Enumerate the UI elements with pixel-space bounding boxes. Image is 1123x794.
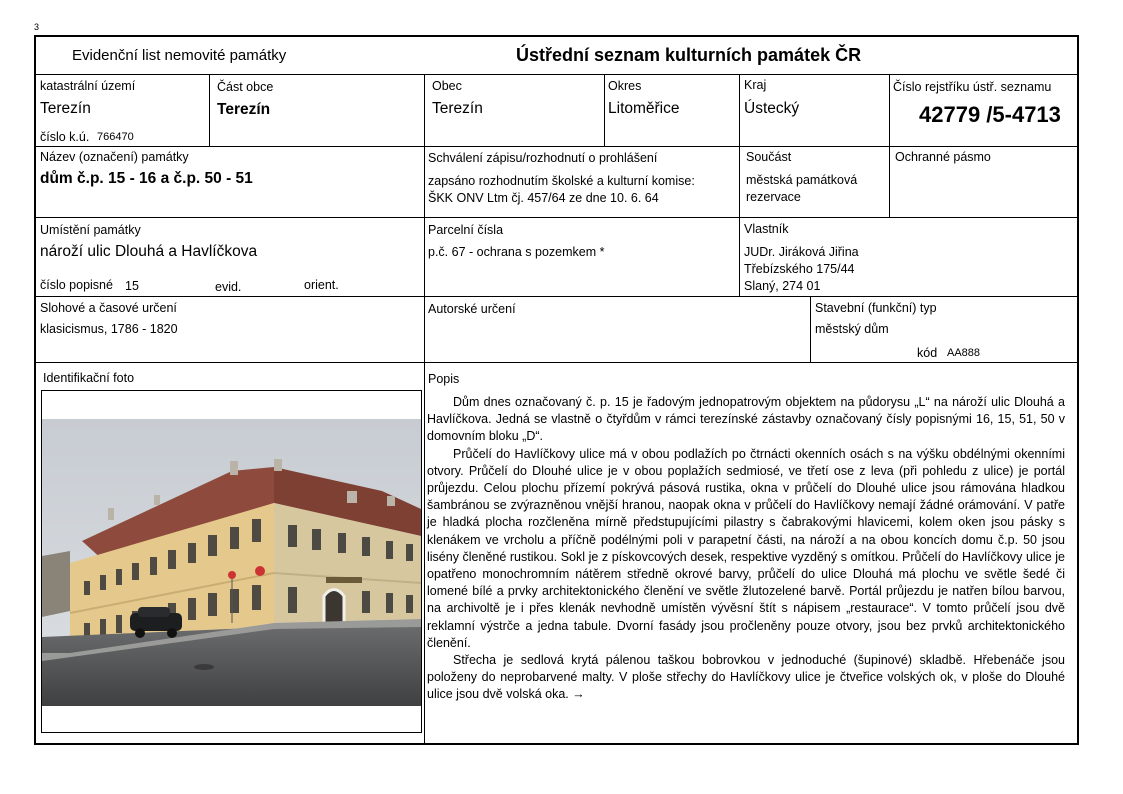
- component-value-line1: městská památková: [746, 173, 858, 187]
- location-label: Umístění památky: [40, 223, 141, 237]
- divider: [35, 74, 1078, 75]
- municipality-label: Obec: [432, 79, 462, 93]
- divider: [424, 363, 425, 744]
- author-label: Autorské určení: [428, 302, 516, 316]
- evid-label: evid.: [215, 280, 242, 294]
- divider: [889, 75, 890, 217]
- county-value: Litoměřice: [608, 100, 680, 117]
- description-label: Popis: [428, 372, 460, 386]
- owner-city: Slaný, 274 01: [744, 279, 821, 293]
- style-period-value: klasicismus, 1786 - 1820: [40, 322, 178, 336]
- divider: [209, 75, 210, 146]
- district-part-label: Část obce: [217, 80, 274, 94]
- register-title: Ústřední seznam kulturních památek ČR: [516, 45, 862, 65]
- divider: [35, 296, 1078, 297]
- cadastral-number-label: číslo k.ú.: [40, 130, 90, 144]
- owner-name: JUDr. Jiráková Jiřina: [744, 245, 859, 259]
- component-value-line2: rezervace: [746, 190, 801, 204]
- building-type-label: Stavební (funkční) typ: [815, 301, 937, 315]
- code-label: kód: [917, 346, 938, 360]
- divider: [739, 75, 740, 296]
- divider: [35, 217, 1078, 218]
- description-paragraph: Střecha je sedlová krytá pálenou taškou bobrovkou v jednoduché (šupinové) skladbě. Hřebenáče jsou položeny do neprobarvené malty. V ploše střechy do Havlíčkovy ulice je čtveřice volských ok, v ploše do Dlouhé ulice jsou dvě volská oka. →: [427, 653, 1065, 702]
- region-value: Ústecký: [744, 100, 800, 117]
- parcel-label: Parcelní čísla: [428, 223, 504, 237]
- code-value: AA888: [947, 347, 981, 359]
- description-paragraph: Dům dnes označovaný č. p. 15 je řadovým jednopatrovým objektem na půdorysu „L“ na nároží ulic Dlouhá a Havlíčkova. Jedná se vlastně o čtyřdům v rámci terezínské zástavby označovaný čísly popisnými 16, 15, 51, 50 v domovním bloku „D“.: [427, 395, 1065, 444]
- approval-label: Schválení zápisu/rozhodnutí o prohlášení: [428, 151, 658, 165]
- identification-photo: [42, 391, 421, 732]
- approval-text-line1: zapsáno rozhodnutím školské a kulturní komise:: [428, 174, 695, 188]
- county-label: Okres: [608, 79, 642, 93]
- form-title: Evidenční list nemovité památky: [72, 47, 287, 64]
- identification-photo-frame: [41, 390, 422, 733]
- divider: [424, 75, 425, 362]
- district-part-value: Terezín: [217, 101, 271, 118]
- protection-zone-label: Ochranné pásmo: [895, 150, 991, 164]
- owner-street: Třebízského 175/44: [744, 262, 855, 276]
- description-paragraph: Průčelí do Havlíčkovy ulice má v obou podlažích po čtrnácti okenních osách s na výšku obdélnými okenními otvory. Průčelí do Dlouhé ulice je v obou poplažích sedmiosé, ve třetí ose z leva (při pohledu z ulice) je portál průjezdu. Celou plochu přízemí pokrývá pásová rustika, okna v průčelí do Dlouhé ulice jsou rámována hladkou šambránou se zvýrazněnou vnější hranou, naopak okna v průčelí do Havlíčkovy nemají žádné orámování. V patře je hladká plocha rozčleněna mírně předstupujícími pilastry s čabrakovými hlavicemi, kolem oken jsou pásky s klenákem ve vrcholu a příčně podélnými poli v parapetní části, na nároží a na obou koncích domu č.p. 50 jsou lisény členěné rustikou. Sokl je z pískovcových desek, respektive vyzděný s omítkou. Průčelí do Havlíčkovy ulice je opatřeno monochromním nátěrem středně okrové barvy, průčelí do ulice Dlouhá má plochu ve světle šedé či lomené bílé a prvky architektonického členění ve světle žlutozelené barvě. Portál průjezdu je natřen bílou barvou, na archivoltě je i přes klenák nevhodně umístěn vývěsní štít s nápisem „restaurace“. V tomto průčelí jsou dvě reklamní výstrče a jedna tabule. Dvorní fasády jsou pročleněny pouze otvory, jsou bez prvků architektonického členění.: [427, 446, 1065, 650]
- monument-name-label: Název (označení) památky: [40, 150, 189, 164]
- register-number-label: Číslo rejstříku ústř. seznamu: [893, 80, 1052, 94]
- divider: [35, 146, 1078, 147]
- divider: [810, 297, 811, 362]
- parcel-value: p.č. 67 - ochrana s pozemkem *: [428, 245, 605, 259]
- municipality-value: Terezín: [432, 100, 483, 117]
- component-label: Součást: [746, 150, 792, 164]
- cadastral-value: Terezín: [40, 100, 91, 117]
- page-number: 3: [34, 22, 40, 32]
- orient-label: orient.: [304, 278, 339, 292]
- divider: [35, 362, 1078, 363]
- house-number-value: 15: [125, 279, 139, 293]
- photo-label: Identifikační foto: [43, 371, 135, 385]
- cadastral-label: katastrální území: [40, 79, 136, 93]
- description-body: [427, 394, 1065, 704]
- cadastral-number-value: 766470: [97, 131, 134, 143]
- owner-label: Vlastník: [744, 222, 789, 236]
- building-type-value: městský dům: [815, 322, 889, 336]
- region-label: Kraj: [744, 78, 767, 92]
- style-period-label: Slohové a časové určení: [40, 301, 177, 315]
- approval-text-line2: ŠKK ONV Ltm čj. 457/64 ze dne 10. 6. 64: [428, 191, 659, 205]
- register-number-value: 42779 /5-4713: [919, 102, 1061, 127]
- monument-name-value: dům č.p. 15 - 16 a č.p. 50 - 51: [40, 170, 253, 187]
- location-value: nároží ulic Dlouhá a Havlíčkova: [40, 243, 258, 260]
- divider: [604, 75, 605, 146]
- house-number-label: číslo popisné: [40, 278, 113, 292]
